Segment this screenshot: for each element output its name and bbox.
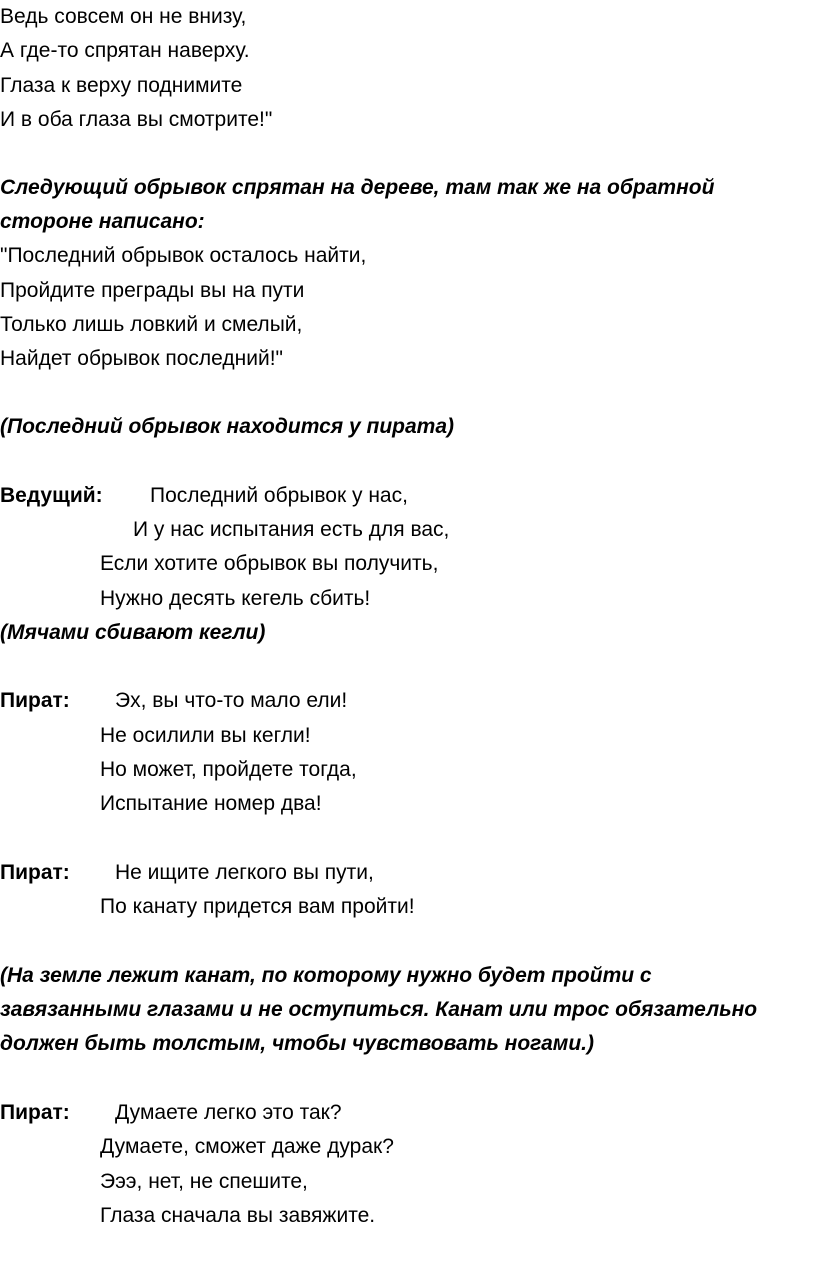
verse-line: Эх, вы что-то мало ели! (115, 689, 348, 712)
poem-line: Глаза к верху поднимите (0, 74, 243, 97)
verse-line: Глаза сначала вы завяжите. (100, 1204, 376, 1227)
stage-direction: стороне написано: (0, 210, 205, 233)
verse-line: Эээ, нет, не спешите, (100, 1170, 308, 1193)
poem-line: А где-то спрятан наверху. (0, 39, 250, 62)
verse-line: Не осилили вы кегли! (100, 724, 311, 747)
speaker-label: Пират: (0, 689, 70, 712)
poem-line: Пройдите преграды вы на пути (0, 279, 305, 302)
verse-line: Думаете легко это так? (115, 1101, 342, 1124)
verse-line: Если хотите обрывок вы получить, (100, 552, 439, 575)
poem-line: Ведь совсем он не внизу, (0, 5, 247, 28)
verse-line: По канату придется вам пройти! (100, 895, 415, 918)
verse-line: Но может, пройдете тогда, (100, 758, 357, 781)
verse-line: Испытание номер два! (100, 792, 322, 815)
speaker-label: Пират: (0, 861, 70, 884)
stage-direction: должен быть толстым, чтобы чувствовать ногами.) (0, 1032, 594, 1055)
speaker-label: Ведущий: (0, 484, 103, 507)
verse-line: И у нас испытания есть для вас, (133, 518, 450, 541)
stage-direction: (На земле лежит канат, по которому нужно будет пройти с (0, 964, 652, 987)
stage-direction: (Последний обрывок находится у пирата) (0, 415, 454, 438)
poem-line: И в оба глаза вы смотрите!" (0, 108, 273, 131)
verse-line: Последний обрывок у нас, (150, 484, 408, 507)
verse-line: Нужно десять кегель сбить! (100, 587, 371, 610)
stage-direction: завязанными глазами и не оступиться. Канат или трос обязательно (0, 998, 758, 1021)
poem-line: "Последний обрывок осталось найти, (0, 244, 367, 267)
poem-line: Найдет обрывок последний!" (0, 347, 283, 370)
verse-line: Думаете, сможет даже дурак? (100, 1135, 394, 1158)
stage-direction: (Мячами сбивают кегли) (0, 621, 266, 644)
stage-direction: Следующий обрывок спрятан на дереве, там так же на обратной (0, 176, 715, 199)
speaker-label: Пират: (0, 1101, 70, 1124)
verse-line: Не ищите легкого вы пути, (115, 861, 374, 884)
poem-line: Только лишь ловкий и смелый, (0, 313, 303, 336)
